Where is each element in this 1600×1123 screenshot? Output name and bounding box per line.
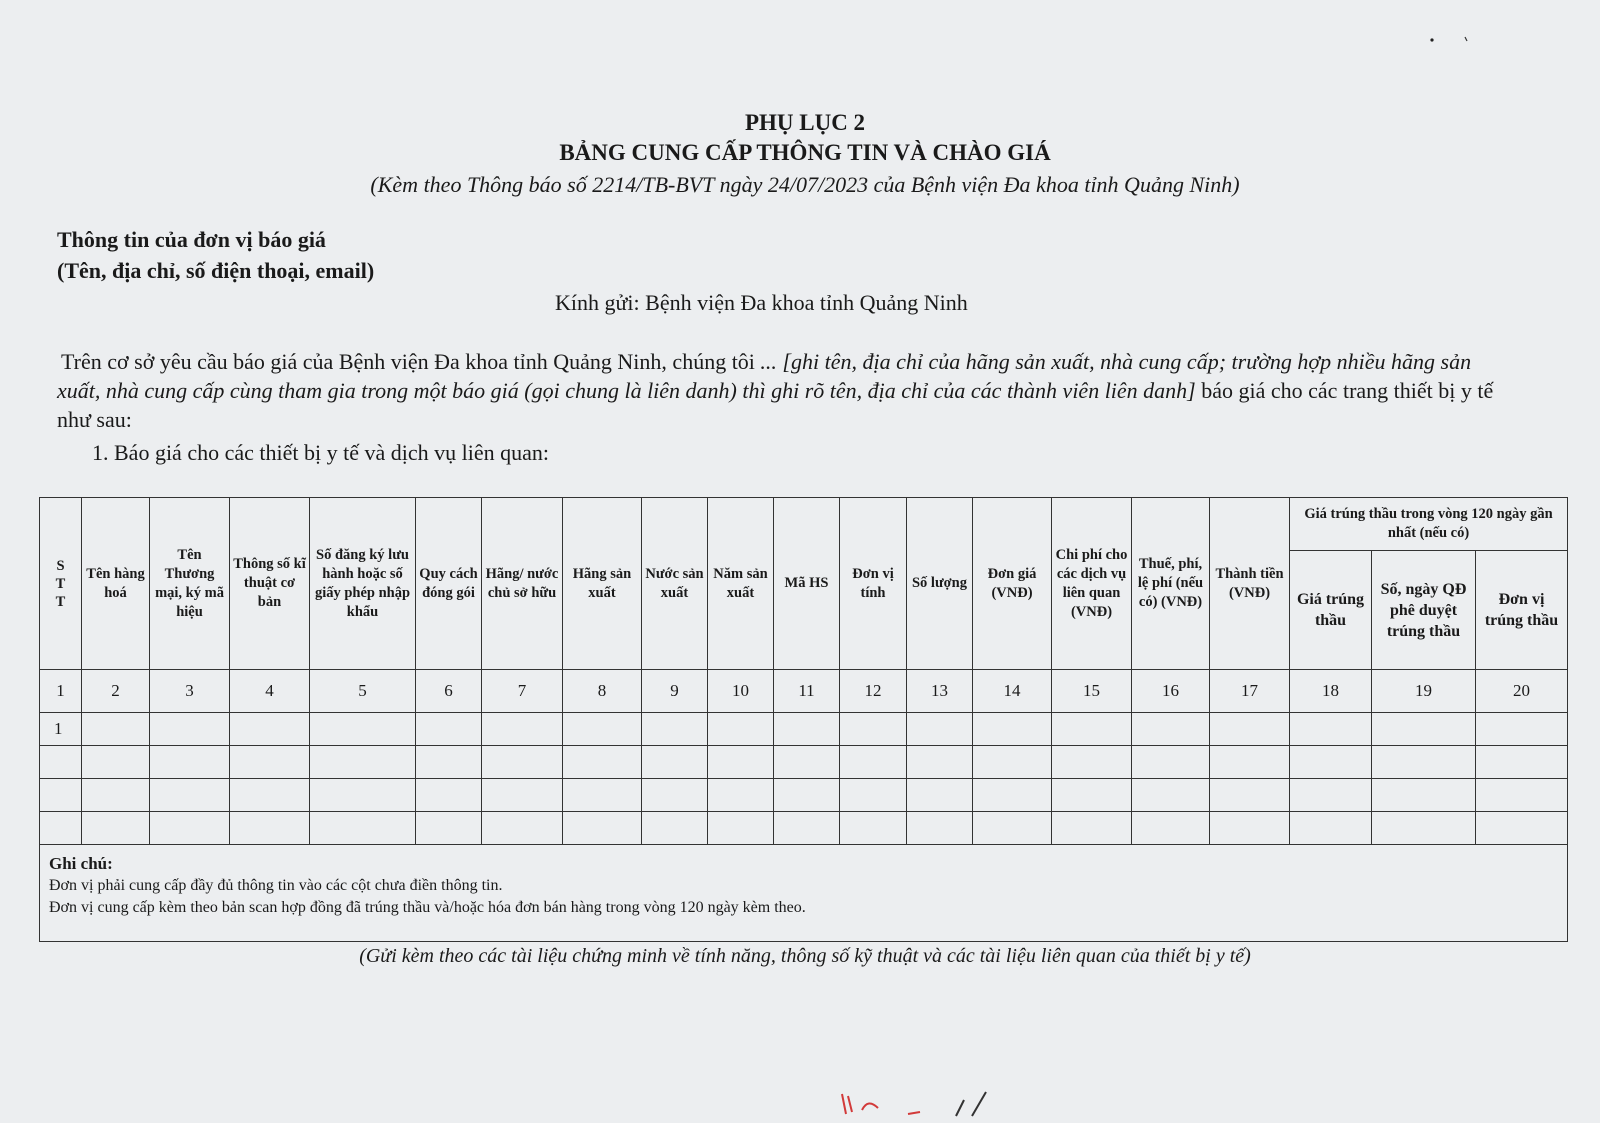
table-cell[interactable] bbox=[416, 746, 482, 779]
column-number: 7 bbox=[482, 670, 563, 713]
col-header-quy-cach: Quy cách đóng gói bbox=[416, 498, 482, 670]
table-cell[interactable] bbox=[563, 812, 642, 845]
col-header-thong-so: Thông số kĩ thuật cơ bản bbox=[230, 498, 310, 670]
table-cell[interactable] bbox=[230, 779, 310, 812]
column-number: 19 bbox=[1372, 670, 1476, 713]
column-number: 4 bbox=[230, 670, 310, 713]
table-cell[interactable] bbox=[310, 713, 416, 746]
table-cell[interactable] bbox=[482, 779, 563, 812]
table-cell[interactable] bbox=[642, 779, 708, 812]
appendix-title: PHỤ LỤC 2 bbox=[744, 110, 866, 135]
table-cell[interactable] bbox=[708, 779, 774, 812]
col-header-so-dang-ky: Số đăng ký lưu hành hoặc số giấy phép nhập khẩu bbox=[310, 498, 416, 670]
table-cell[interactable] bbox=[1052, 779, 1132, 812]
table-cell[interactable] bbox=[1372, 713, 1476, 746]
table-cell[interactable] bbox=[1372, 746, 1476, 779]
column-number: 10 bbox=[708, 670, 774, 713]
column-number: 8 bbox=[563, 670, 642, 713]
table-cell[interactable] bbox=[973, 713, 1052, 746]
table-cell[interactable] bbox=[1210, 779, 1290, 812]
table-cell[interactable] bbox=[973, 779, 1052, 812]
vendor-info-fields: (Tên, địa chỉ, số điện thoại, email) bbox=[57, 258, 375, 283]
table-cell[interactable] bbox=[642, 812, 708, 845]
table-cell[interactable] bbox=[774, 713, 840, 746]
table-cell[interactable] bbox=[840, 812, 907, 845]
col-header-don-vi-tinh: Đơn vị tính bbox=[840, 498, 907, 670]
col-header-hang-nuoc-chu-so-huu: Hãng/ nước chủ sở hữu bbox=[482, 498, 563, 670]
table-cell[interactable] bbox=[150, 746, 230, 779]
table-cell[interactable] bbox=[150, 779, 230, 812]
intro-text-3: báo giá cho các trang thiết bị y tế như sau: bbox=[57, 378, 1494, 432]
col-header-so-luong: Số lượng bbox=[907, 498, 973, 670]
table-cell[interactable] bbox=[708, 713, 774, 746]
table-cell[interactable] bbox=[642, 713, 708, 746]
table-cell[interactable] bbox=[482, 746, 563, 779]
table-cell[interactable] bbox=[1210, 746, 1290, 779]
table-cell[interactable] bbox=[1290, 812, 1372, 845]
table-cell[interactable] bbox=[40, 779, 82, 812]
col-header-stt: S T T bbox=[40, 498, 82, 670]
vendor-info-heading: Thông tin của đơn vị báo giá bbox=[57, 227, 326, 252]
table-cell[interactable] bbox=[1476, 713, 1568, 746]
table-cell[interactable] bbox=[907, 812, 973, 845]
table-cell[interactable] bbox=[82, 746, 150, 779]
table-cell[interactable] bbox=[1290, 779, 1372, 812]
table-cell[interactable] bbox=[1052, 812, 1132, 845]
column-number: 13 bbox=[907, 670, 973, 713]
table-cell[interactable] bbox=[1132, 746, 1210, 779]
table-cell[interactable] bbox=[1132, 779, 1210, 812]
column-number: 3 bbox=[150, 670, 230, 713]
form-title: BẢNG CUNG CẤP THÔNG TIN VÀ CHÀO GIÁ bbox=[559, 140, 1051, 165]
column-number: 2 bbox=[82, 670, 150, 713]
notes-heading: Ghi chú: bbox=[49, 854, 113, 873]
table-cell[interactable] bbox=[973, 746, 1052, 779]
intro-text-1: Trên cơ sở yêu cầu báo giá của Bệnh viện Đa khoa tỉnh Quảng Ninh, chúng tôi bbox=[61, 349, 755, 374]
table-cell[interactable] bbox=[1372, 779, 1476, 812]
column-number: 1 bbox=[40, 670, 82, 713]
table-cell[interactable] bbox=[82, 812, 150, 845]
table-cell[interactable] bbox=[416, 779, 482, 812]
table-cell[interactable] bbox=[563, 713, 642, 746]
col-header-nuoc-san-xuat: Nước sản xuất bbox=[642, 498, 708, 670]
col-header-thue-phi: Thuế, phí, lệ phí (nếu có) (VNĐ) bbox=[1132, 498, 1210, 670]
table-cell[interactable] bbox=[416, 812, 482, 845]
col-header-nam-san-xuat: Năm sản xuất bbox=[708, 498, 774, 670]
col-group-header-gia-trung-thau: Giá trúng thầu trong vòng 120 ngày gần nhất (nếu có) bbox=[1290, 498, 1568, 551]
table-cell[interactable] bbox=[907, 779, 973, 812]
table-cell[interactable] bbox=[774, 779, 840, 812]
table-cell[interactable] bbox=[1052, 713, 1132, 746]
section-1-heading: 1. Báo giá cho các thiết bị y tế và dịch vụ liên quan: bbox=[92, 440, 549, 465]
col-header-ten-thuong-mai: Tên Thương mại, ký mã hiệu bbox=[150, 498, 230, 670]
intro-paragraph bbox=[57, 347, 1507, 434]
table-row bbox=[40, 746, 1568, 779]
column-number: 20 bbox=[1476, 670, 1568, 713]
table-cell[interactable] bbox=[150, 713, 230, 746]
note-line: Đơn vị cung cấp kèm theo bản scan hợp đồng đã trúng thầu và/hoặc hóa đơn bán hàng trong vòng 120 ngày kèm theo. bbox=[49, 899, 806, 916]
col-header-thanh-tien: Thành tiền (VNĐ) bbox=[1210, 498, 1290, 670]
table-cell[interactable] bbox=[1210, 812, 1290, 845]
table-cell[interactable] bbox=[230, 713, 310, 746]
quotation-table bbox=[39, 497, 1568, 942]
table-cell[interactable] bbox=[1132, 713, 1210, 746]
column-number: 5 bbox=[310, 670, 416, 713]
table-cell[interactable] bbox=[310, 779, 416, 812]
row-index-cell: 1 bbox=[40, 713, 82, 746]
table-cell[interactable] bbox=[40, 812, 82, 845]
column-number-row bbox=[40, 670, 1568, 713]
recipient-line: Kính gửi: Bệnh viện Đa khoa tỉnh Quảng Ninh bbox=[555, 290, 968, 315]
table-cell[interactable] bbox=[907, 713, 973, 746]
table-cell[interactable] bbox=[230, 746, 310, 779]
table-cell[interactable] bbox=[1372, 812, 1476, 845]
table-header-row bbox=[40, 498, 1568, 551]
table-cell[interactable] bbox=[82, 779, 150, 812]
column-number: 12 bbox=[840, 670, 907, 713]
table-cell[interactable] bbox=[482, 713, 563, 746]
table-cell[interactable] bbox=[1290, 713, 1372, 746]
table-row bbox=[40, 812, 1568, 845]
form-subtitle: (Kèm theo Thông báo số 2214/TB-BVT ngày 24/07/2023 của Bệnh viện Đa khoa tỉnh Quảng Ninh) bbox=[370, 172, 1240, 197]
quotation-table-wrapper bbox=[39, 497, 1567, 937]
table-cell[interactable] bbox=[310, 746, 416, 779]
table-cell[interactable] bbox=[310, 812, 416, 845]
scan-specks bbox=[1420, 32, 1480, 46]
table-cell[interactable] bbox=[840, 779, 907, 812]
column-number: 9 bbox=[642, 670, 708, 713]
col-header-don-gia: Đơn giá (VNĐ) bbox=[973, 498, 1052, 670]
stamp-fragment bbox=[838, 1088, 1018, 1118]
table-cell[interactable] bbox=[840, 713, 907, 746]
intro-text-2: ... [ghi tên, địa chỉ của hãng sản xuất, nhà cung cấp; trường hợp nhiều hãng sản xuất, nhà cung cấp cùng tham gia trong một báo giá (gọi chung là liên danh) thì ghi rõ tên, địa chỉ của các thành viên liên danh] bbox=[57, 349, 1472, 403]
column-number: 14 bbox=[973, 670, 1052, 713]
column-number: 11 bbox=[774, 670, 840, 713]
table-row bbox=[40, 713, 1568, 746]
notes-cell bbox=[40, 845, 1568, 942]
table-cell[interactable] bbox=[563, 746, 642, 779]
table-cell[interactable] bbox=[840, 746, 907, 779]
col-header-ma-hs: Mã HS bbox=[774, 498, 840, 670]
table-cell[interactable] bbox=[482, 812, 563, 845]
table-cell[interactable] bbox=[230, 812, 310, 845]
table-cell[interactable] bbox=[708, 812, 774, 845]
col-header-gia-trung-thau: Giá trúng thầu bbox=[1290, 551, 1372, 670]
table-cell[interactable] bbox=[774, 812, 840, 845]
table-cell[interactable] bbox=[1290, 746, 1372, 779]
table-cell[interactable] bbox=[907, 746, 973, 779]
notes-row bbox=[40, 845, 1568, 942]
table-cell[interactable] bbox=[774, 746, 840, 779]
col-header-chi-phi-dich-vu: Chi phí cho các dịch vụ liên quan (VNĐ) bbox=[1052, 498, 1132, 670]
table-cell[interactable] bbox=[416, 713, 482, 746]
col-header-so-ngay-qd: Số, ngày QĐ phê duyệt trúng thầu bbox=[1372, 551, 1476, 670]
table-cell[interactable] bbox=[150, 812, 230, 845]
table-cell[interactable] bbox=[1476, 746, 1568, 779]
col-header-don-vi-trung-thau: Đơn vị trúng thầu bbox=[1476, 551, 1568, 670]
table-cell[interactable] bbox=[642, 746, 708, 779]
table-cell[interactable] bbox=[563, 779, 642, 812]
table-row bbox=[40, 779, 1568, 812]
col-header-hang-san-xuat: Hãng sản xuất bbox=[563, 498, 642, 670]
table-cell[interactable] bbox=[40, 746, 82, 779]
column-number: 15 bbox=[1052, 670, 1132, 713]
col-header-ten-hang-hoa: Tên hàng hoá bbox=[82, 498, 150, 670]
column-number: 18 bbox=[1290, 670, 1372, 713]
table-cell[interactable] bbox=[708, 746, 774, 779]
table-cell[interactable] bbox=[1210, 713, 1290, 746]
column-number: 17 bbox=[1210, 670, 1290, 713]
table-cell[interactable] bbox=[82, 713, 150, 746]
column-number: 6 bbox=[416, 670, 482, 713]
table-cell[interactable] bbox=[1132, 812, 1210, 845]
table-cell[interactable] bbox=[1052, 746, 1132, 779]
attachment-note: (Gửi kèm theo các tài liệu chứng minh về tính năng, thông số kỹ thuật và các tài liệu liên quan của thiết bị y tế) bbox=[359, 945, 1251, 967]
note-line: Đơn vị phải cung cấp đầy đủ thông tin vào các cột chưa điền thông tin. bbox=[49, 877, 503, 894]
column-number: 16 bbox=[1132, 670, 1210, 713]
table-cell[interactable] bbox=[973, 812, 1052, 845]
table-cell[interactable] bbox=[1476, 779, 1568, 812]
table-cell[interactable] bbox=[1476, 812, 1568, 845]
